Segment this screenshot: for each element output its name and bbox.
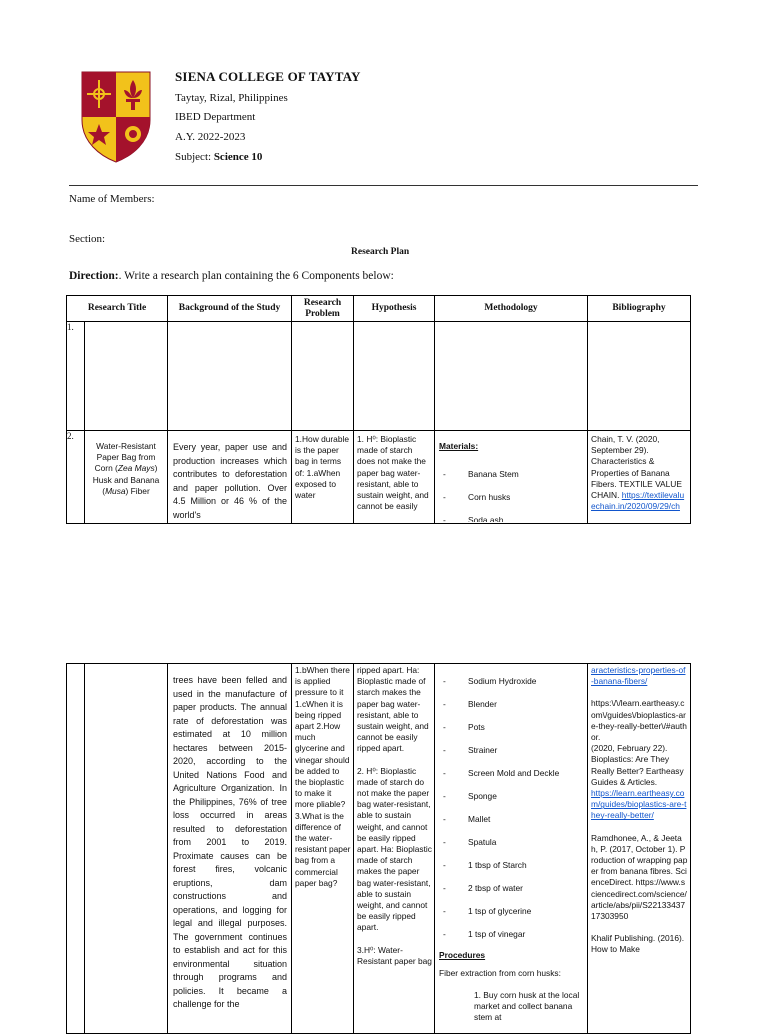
list-item: - Strainer — [443, 745, 498, 755]
table-row — [67, 431, 691, 524]
cell — [67, 664, 85, 1034]
list-item: - Sodium Hydroxide — [443, 676, 537, 686]
research-title-text: Water-Resistant Paper Bag from Corn (Zea Mays) Husk and Banana (Musa) Fiber — [92, 441, 160, 496]
school-name: SIENA COLLEGE OF TAYTAY — [175, 69, 361, 84]
header-row — [67, 296, 691, 322]
list-item: - Banana Stem — [443, 469, 519, 479]
cell — [354, 322, 435, 431]
table-row — [67, 664, 691, 1034]
document-title: Research Plan — [351, 247, 410, 257]
col-background: Background of the Study — [168, 296, 292, 322]
row-number: 1. — [67, 322, 85, 431]
row-number: 2. — [67, 431, 85, 524]
cell — [435, 322, 588, 431]
background-text: trees have been felled and used in the manufacture of paper products. The annual rate of deforestation was estimated at 10 million hectares between 2015-2020, according to the United Nations Food and Agriculture Organization. In the Philippines, 76% of tree loss occurred in areas resulted to deforestation from 2001 to 2019. Proximate causes can be forest fires, volcanic eruptions, dam constructions and operations, and logging for legal and illegal purposes. The government continues to establish and act for this environmental situation through programs and policies. It became a challenge for the — [173, 675, 287, 1009]
hypothesis-cell — [354, 664, 435, 1034]
list-item: - 1 tsp of glycerine — [443, 906, 532, 916]
academic-year: A.Y. 2022-2023 — [175, 131, 246, 143]
school-crest — [80, 70, 152, 164]
col-research-problem: Research Problem — [292, 296, 354, 322]
subject-line — [175, 150, 262, 164]
problem-text: 1.How durable is the paper bag in terms of: 1.aWhen exposed to water — [295, 434, 350, 501]
list-item: - Soda ash — [443, 515, 504, 522]
col-research-title: Research Title — [67, 296, 168, 322]
list-item: - Screen Mold and Deckle — [443, 768, 560, 778]
background-cell — [168, 431, 292, 524]
cell — [588, 322, 691, 431]
materials-label: Materials: — [439, 441, 479, 451]
section-label: Section: — [69, 233, 106, 245]
background-cell — [168, 664, 292, 1034]
research-title-cell — [85, 431, 168, 524]
direction-line — [69, 270, 394, 282]
cell — [168, 322, 292, 431]
list-item: - Pots — [443, 722, 485, 732]
subject-label: Subject: — [175, 151, 212, 163]
col-methodology: Methodology — [435, 296, 588, 322]
bibliography-cell — [588, 664, 691, 1034]
members-label: Name of Members: — [69, 193, 155, 205]
research-plan-table — [66, 295, 691, 524]
school-address: Taytay, Rizal, Philippines — [175, 92, 288, 104]
research-plan-table-continued — [66, 663, 691, 1034]
procedure-intro: Fiber extraction from corn husks: — [439, 968, 561, 978]
bib-url: https:\/\/learn.eartheasy.com\/guides\/bioplastics-are-they-really-better\/#author. — [591, 698, 687, 743]
bib-entry: (2020, February 22). Bioplastics: Are They Really Better? Eartheasy Guides & Articles. — [591, 743, 684, 787]
direction-text: . Write a research plan containing the 6 Components below: — [118, 270, 394, 282]
bib-entry: Ramdhonee, A., & Jeetah, P. (2017, October 1). Production of wrapping paper from banana fibres. ScienceDirect. https://www.sciencedirect.com/science/article/abs/pii/S2213343717303950 — [591, 832, 688, 922]
bib-entry: Chain, T. V. (2020, September 29). Characteristics & Properties of Banana Fibers. TEXTILE VALUE CHAIN. — [591, 434, 682, 501]
methodology-cell — [435, 431, 588, 524]
list-item: - Sponge — [443, 791, 497, 801]
cell — [292, 322, 354, 431]
list-item: - Mallet — [443, 814, 491, 824]
hypothesis-text: ripped apart. Ha: Bioplastic made of starch makes the paper bag water-resistant, able to sustain weight, and cannot be easily ripped apart. — [357, 665, 429, 754]
hypothesis-text: 2. H⁰: Bioplastic made of starch do not make the paper bag water-resistant, able to sustain weight, and cannot be easily ripped apart. Ha: Bioplastic made of starch makes the paper bag water-resistant, able to sustain weight, and cannot be easily ripped apart. — [357, 765, 432, 933]
crest-shield-icon — [80, 70, 152, 164]
bib-entry: Khalif Publishing. (2016). How to Make — [591, 933, 685, 955]
col-bibliography: Bibliography — [588, 296, 691, 322]
bib-link[interactable]: https://textilevaluechain.in/2020/09/29/ch — [591, 490, 685, 512]
hypothesis-text: 1. H⁰: Bioplastic made of starch does not make the paper bag water-resistant, able to sustain weight, and cannot be easily — [357, 434, 429, 512]
hypothesis-text: 3.H⁰: Water-Resistant paper bag — [357, 944, 432, 966]
bibliography-cell — [588, 431, 691, 524]
col-hypothesis: Hypothesis — [354, 296, 435, 322]
methodology-cell — [435, 664, 588, 1034]
list-item: - Corn husks — [443, 492, 511, 502]
list-item: - 2 tbsp of water — [443, 883, 523, 893]
problem-text: 1.bWhen there is applied pressure to it 1.cWhen it is being ripped apart 2.How much glycerine and vinegar should be added to the bioplastic to make it more pliable? 3.What is the difference of the water-resistant paper bag from a commercial paper bag? — [295, 665, 351, 888]
cell — [85, 664, 168, 1034]
department: IBED Department — [175, 111, 256, 123]
background-text: Every year, paper use and production increases which contributes to deforestation and paper pollution. Over 4.5 Million or 46 % of the world's — [173, 442, 288, 520]
table-row — [67, 322, 691, 431]
subject-value: Science 10 — [213, 151, 263, 163]
list-item: - Spatula — [443, 837, 497, 847]
cell — [85, 322, 168, 431]
problem-cell — [292, 664, 354, 1034]
bib-link[interactable]: https://learn.eartheasy.com/guides/bioplastics-are-they-really-better/ — [591, 788, 687, 821]
list-item: - 1 tsp of vinegar — [443, 929, 526, 939]
procedure-step: 1. Buy corn husk at the local market and collect banana stem at — [474, 990, 580, 1023]
direction-label: Direction: — [69, 270, 119, 282]
hypothesis-cell — [354, 431, 435, 524]
header-divider — [69, 185, 698, 186]
procedures-label: Procedures — [439, 950, 486, 960]
list-item: - Blender — [443, 699, 497, 709]
bib-link[interactable]: aracteristics-properties-of-banana-fibers/ — [591, 665, 686, 687]
problem-cell — [292, 431, 354, 524]
list-item: - 1 tbsp of Starch — [443, 860, 527, 870]
